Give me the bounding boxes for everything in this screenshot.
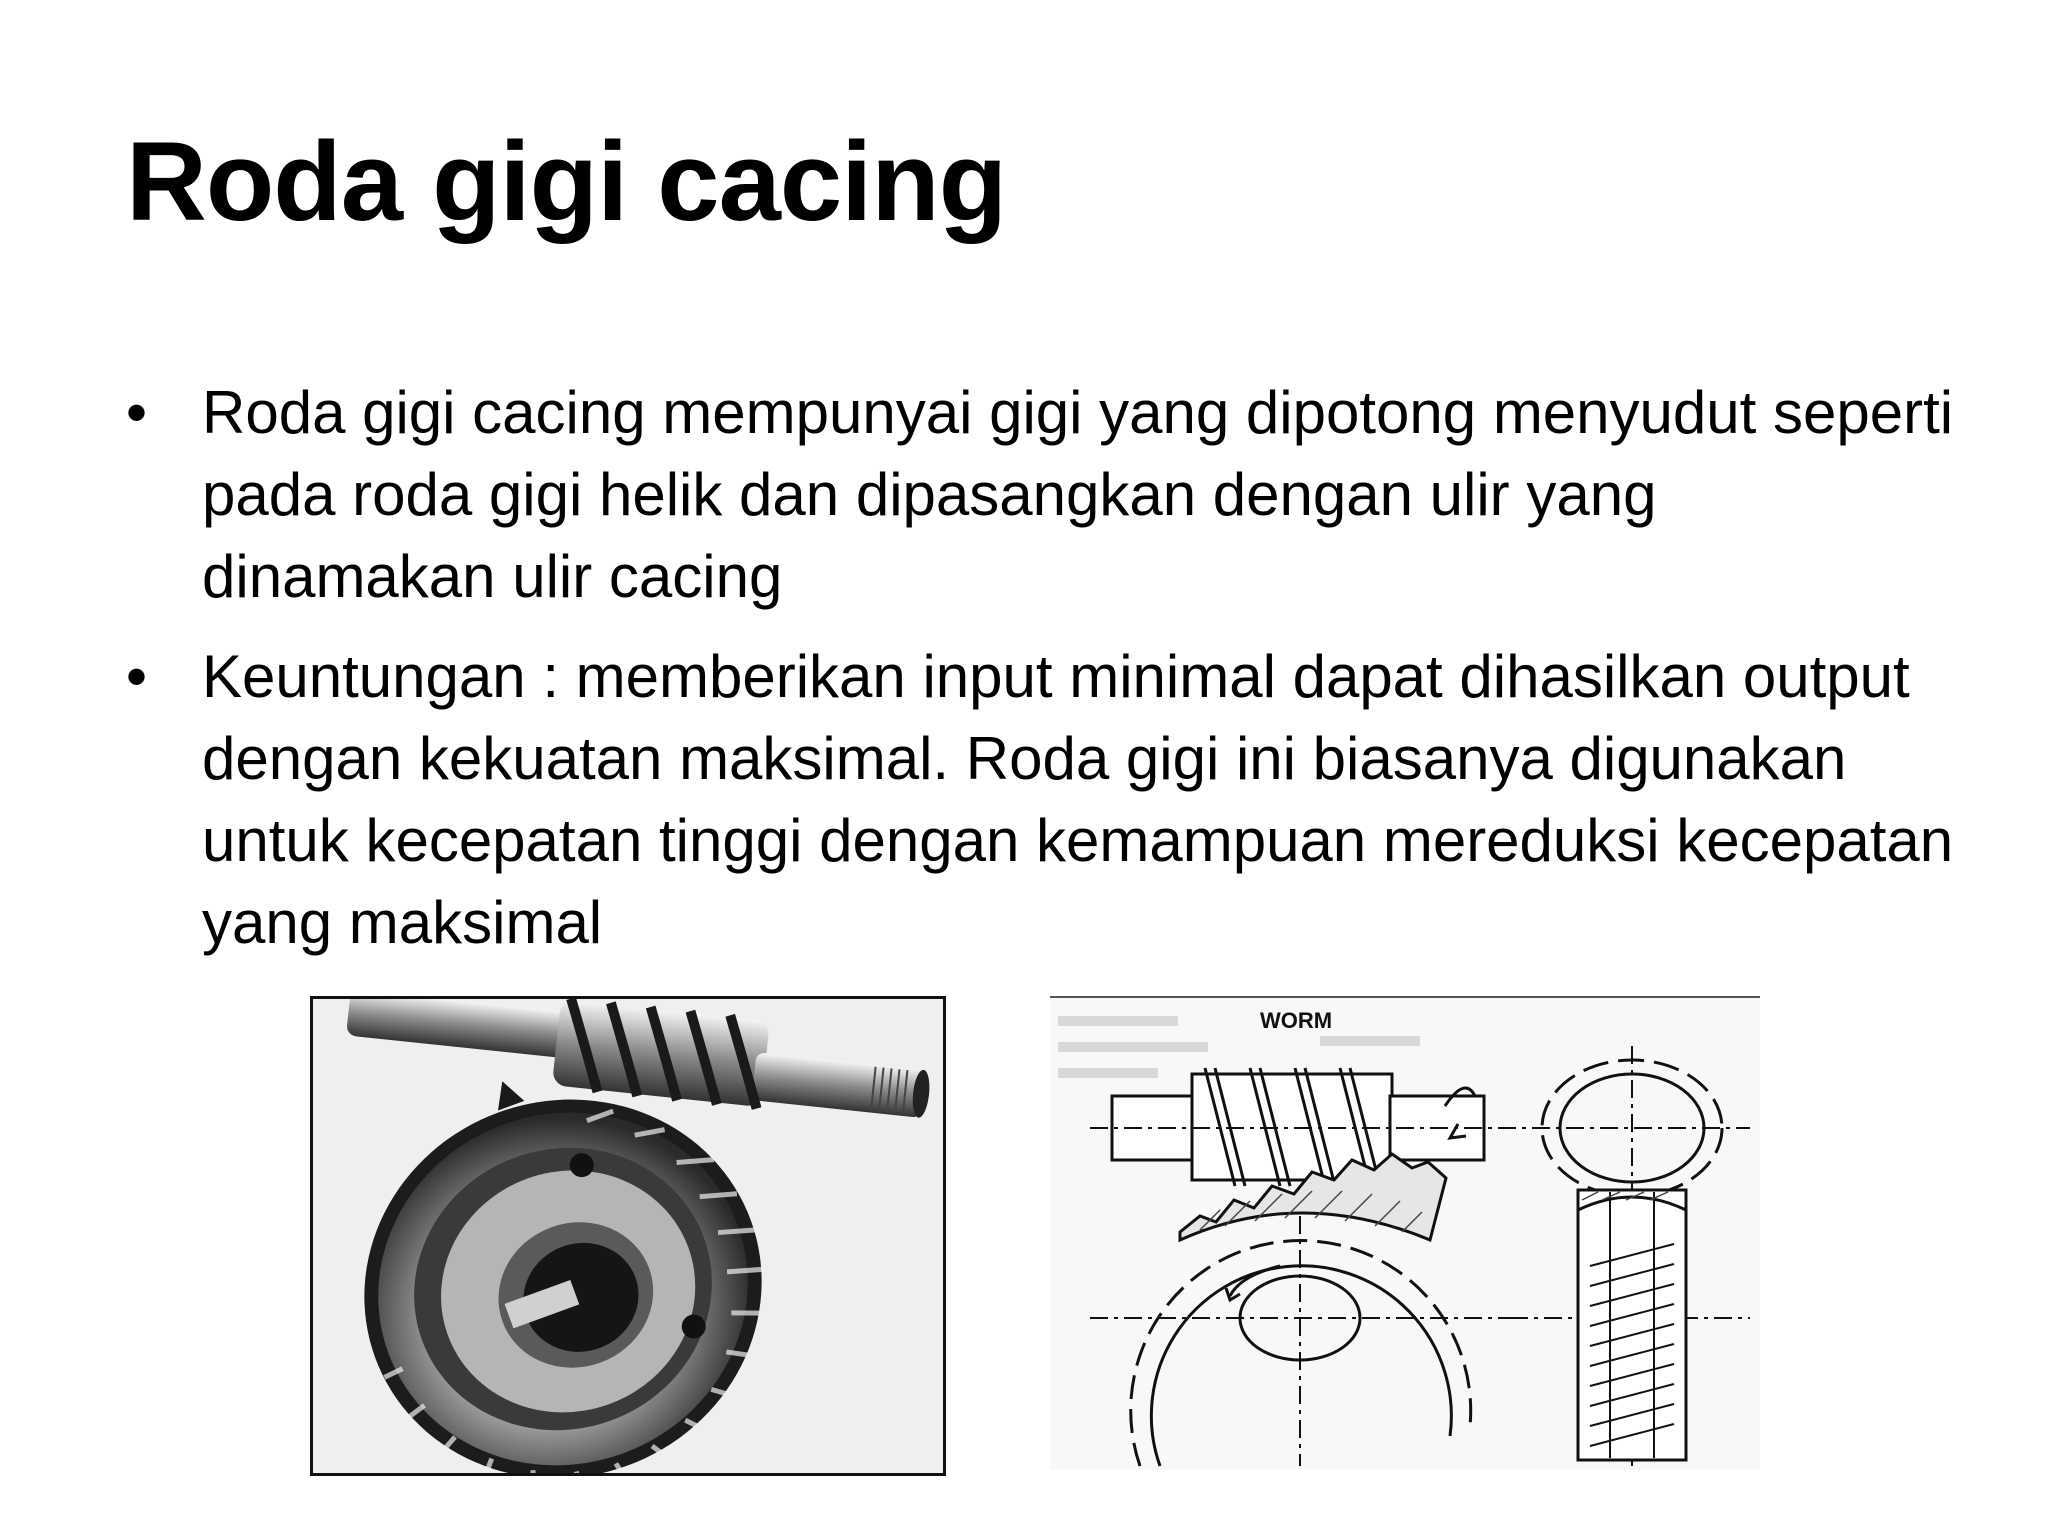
bullet-item [120,636,1960,964]
worm-gear-photo [310,996,946,1476]
slide-title: Roda gigi cacing [126,119,1007,244]
bullet-list [120,372,1960,982]
bullet-dot: • [126,643,148,710]
bullet-text: Roda gigi cacing mempunyai gigi yang dipotong menyudut seperti pada roda gigi helik dan dipasangkan dengan ulir yang dinamakan ulir cacing [202,379,1954,610]
bullet-text: Keuntungan : memberikan input minimal dapat dihasilkan output dengan kekuatan maksimal. Roda gigi ini biasanya digunakan untuk kecepatan tinggi dengan kemampuan mereduksi kecepatan yang maksimal [202,643,1954,956]
diagram-top-rule [1050,996,1760,998]
worm-gear-diagram [1050,996,1760,1470]
worm-gear-photo-icon [313,999,943,1473]
worm-gear-diagram-icon [1050,996,1760,1470]
bullet-dot: • [126,379,148,446]
bullet-item [120,372,1960,618]
diagram-label-worm: WORM [1260,1008,1333,1033]
